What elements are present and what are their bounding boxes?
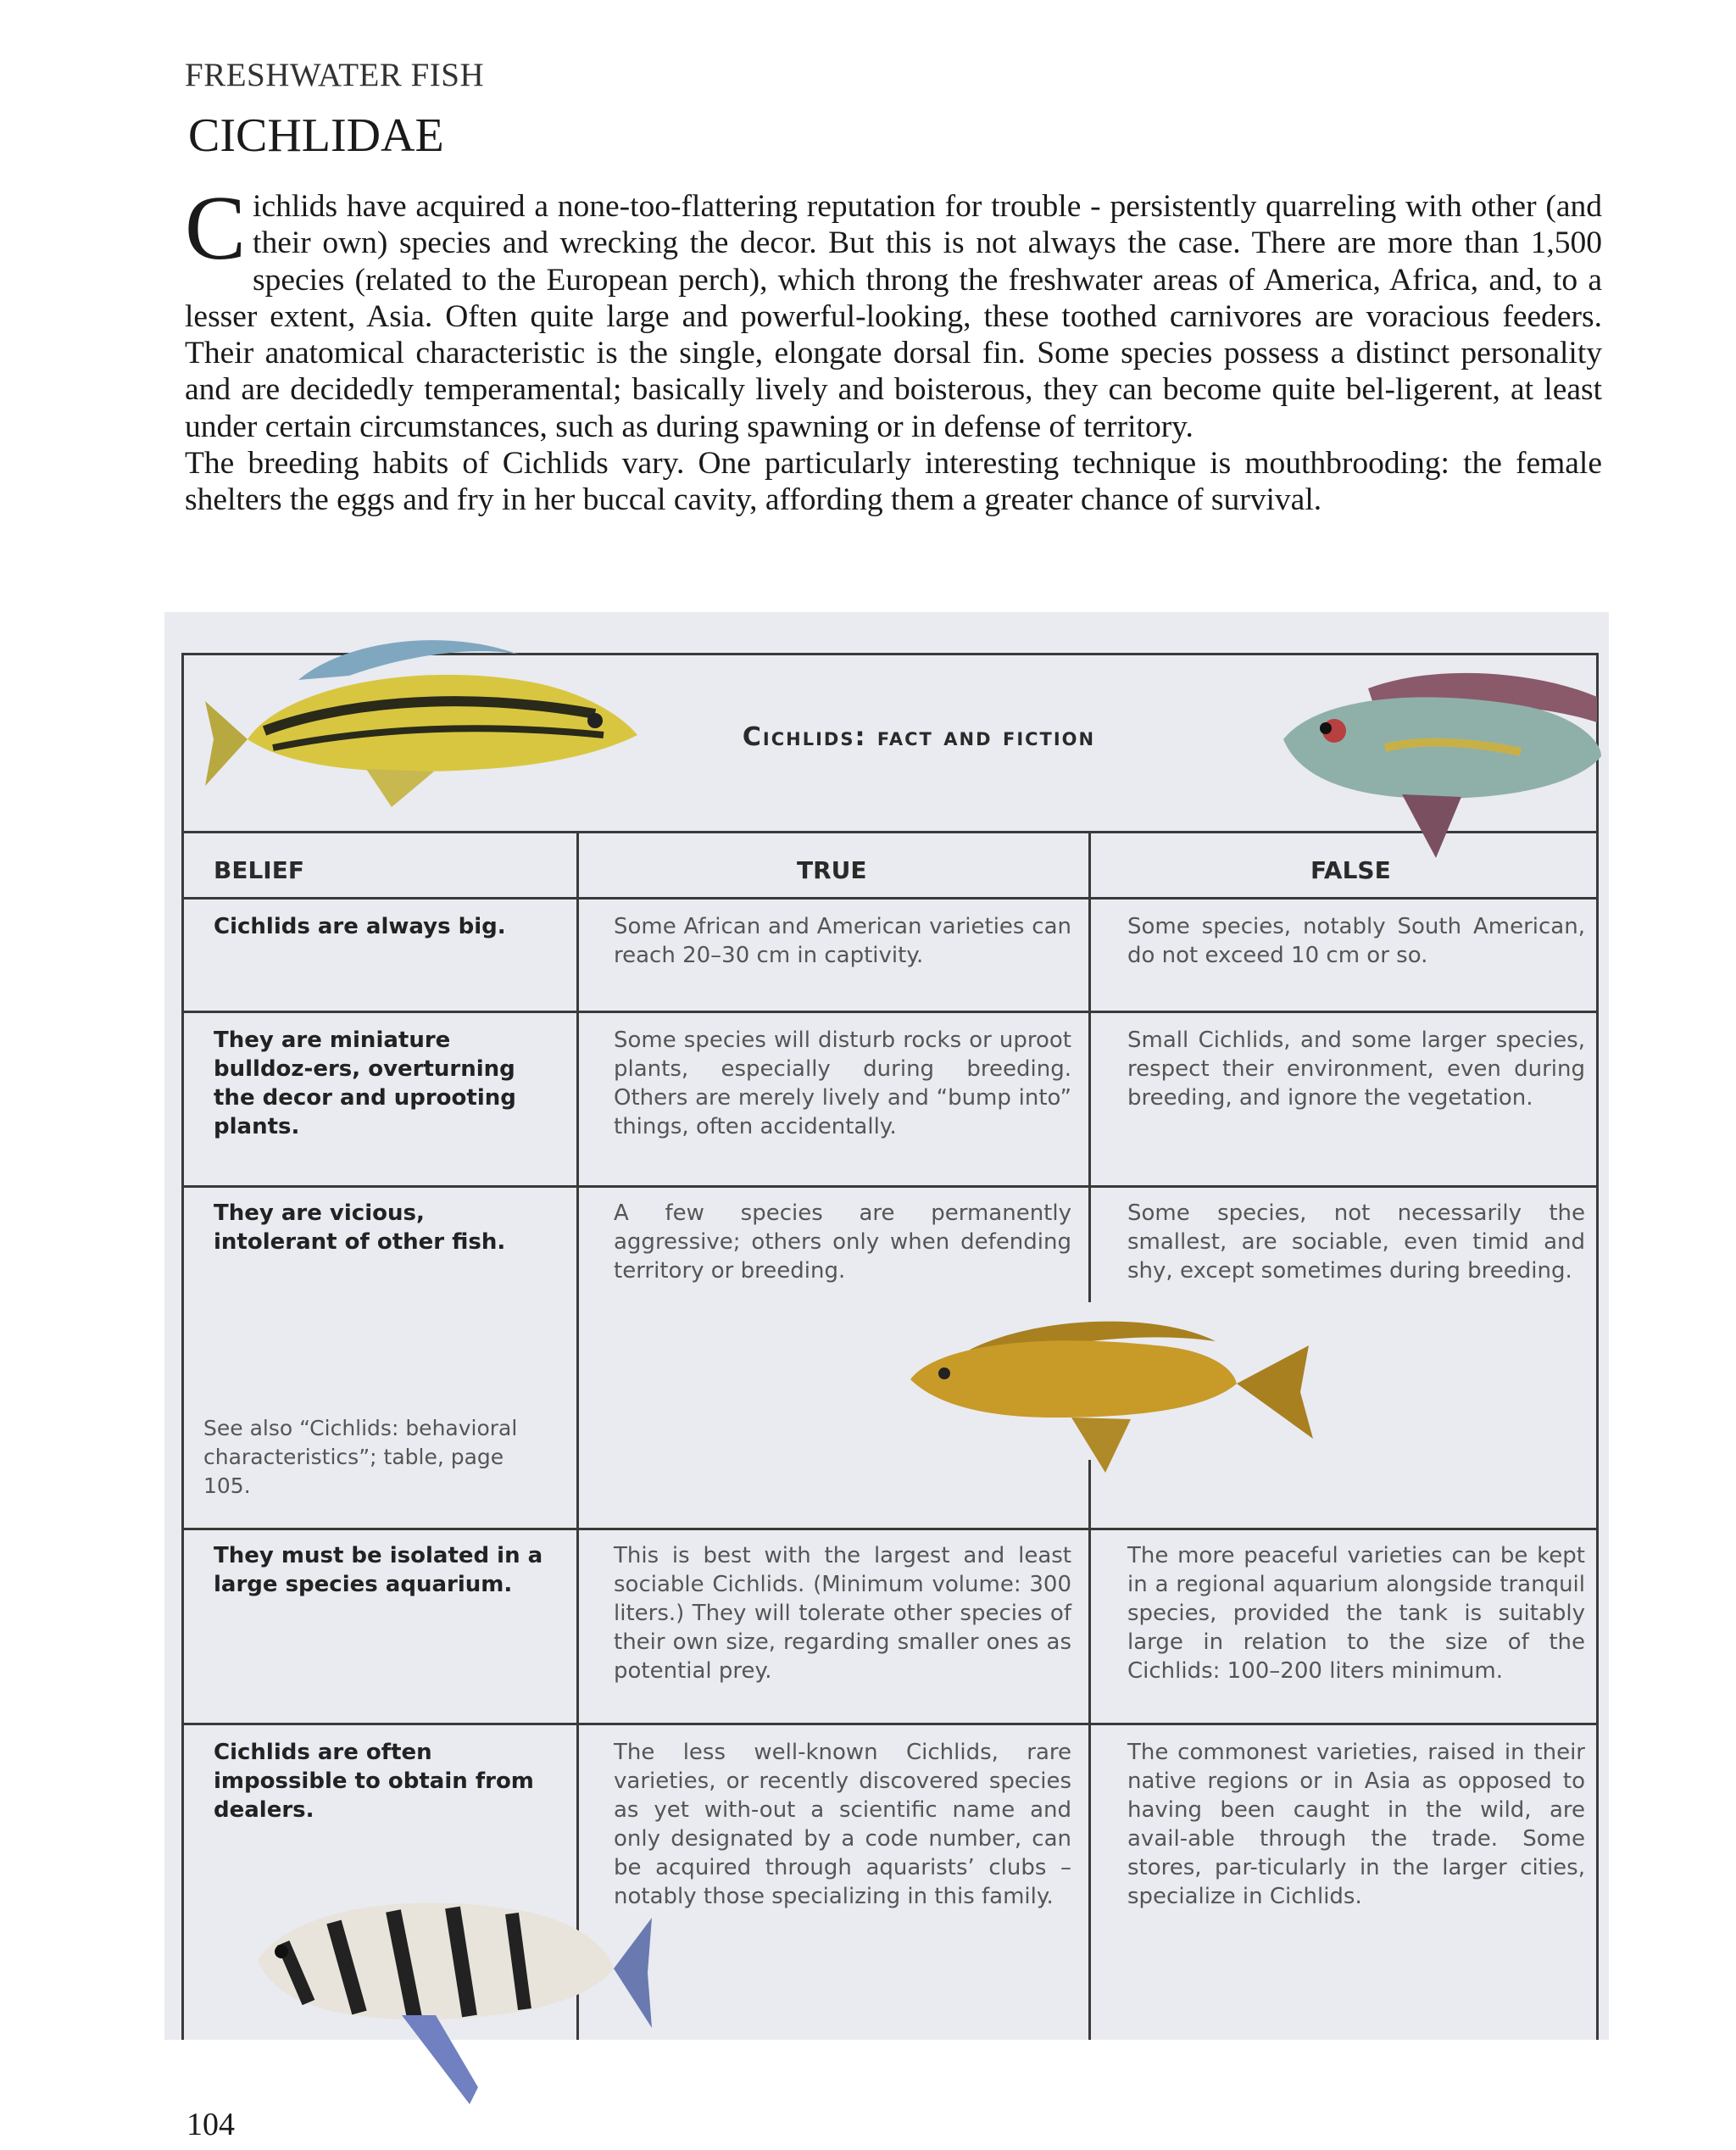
row-4-false: The more peaceful varieties can be kept in a regional aquarium alongside tranquil species, provided the tank is suitably large in relation to the size of the Cichlids: 100–200 liters minimum. (1127, 1543, 1585, 1684)
fact-fiction-panel (164, 612, 1609, 2040)
row-5-false: The commonest varieties, raised in their native regions or in Asia as opposed to having been caught in the wild, are avail-able through the trade. Some stores, par-ticularly in the larger cities, specialize in Cichlids. (1127, 1740, 1585, 1909)
rule-row-1 (181, 1011, 1599, 1013)
table-title: Cichlids: fact and fiction (742, 722, 1096, 752)
page-number: 104 (186, 2107, 235, 2142)
row-1-true: Some African and American varieties can reach 20–30 cm in captivity. (614, 914, 1071, 968)
striped-yellow-cichlid-illustration (197, 629, 654, 824)
intro-paragraph-1: ichlids have acquired a none-too-flattering reputation for trouble - persistently quarreling with other (and their own) species and wrecking the decor. But this is not always the case. There are more than 1,500 species (related to the European perch), which throng the freshwater areas of America, Africa, and, to a lesser extent, Asia. Often quite large and powerful-looking, these toothed carnivores are voracious feeders. Their anatomical characteristic is the single, elongate dorsal fin. Some species possess a distinct personality and are decidedly temperamental; basically lively and boisterous, they can become quite bel-ligerent, at least under certain circumstances, such as during spawning or in defense of territory. (185, 189, 1602, 444)
row-1-false: Some species, notably South American, do not exceed 10 cm or so. (1127, 914, 1585, 968)
column-divider-2a (1088, 831, 1091, 1302)
banded-julidochromis-illustration (232, 1833, 656, 2113)
row-5-belief: Cichlids are often impossible to obtain from dealers. (214, 1740, 534, 1823)
row-2-belief: They are miniature bulldoz-ers, overturning the decor and uprooting plants. (214, 1028, 516, 1139)
drop-cap: C (185, 178, 247, 279)
row-2-false: Small Cichlids, and some larger species, respect their environment, even during breeding, and ignore the vegetation. (1127, 1028, 1585, 1111)
see-also-note: See also “Cichlids: behavioral characteristics”; table, page 105. (203, 1416, 518, 1498)
rule-row-2 (181, 1185, 1599, 1188)
page-title: CICHLIDAE (188, 109, 444, 162)
rule-row-4 (181, 1723, 1599, 1725)
row-3-false: Some species, not necessarily the smallest, are sociable, even timid and shy, except sometimes during breeding. (1127, 1200, 1585, 1284)
row-4-belief: They must be isolated in a large species aquarium. (214, 1543, 543, 1597)
row-1-belief: Cichlids are always big. (214, 914, 506, 939)
rule-row-3 (181, 1528, 1599, 1530)
row-2-true: Some species will disturb rocks or uproot plants, especially during breeding. Others are merely lively and “bump into” things, often accidentally. (614, 1028, 1071, 1139)
row-5-true: The less well-known Cichlids, rare varieties, or recently discovered species as yet with-out a scientific name and only designated by a code number, can be acquired through aquarists’ clubs – notably those specializing in this family. (614, 1740, 1071, 1909)
header-true: TRUE (797, 856, 867, 884)
row-3-true: A few species are permanently aggressive; others only when defending territory or breeding. (614, 1200, 1071, 1284)
header-belief: BELIEF (214, 856, 304, 884)
rule-under-headers (181, 897, 1599, 900)
spotted-blue-cichlid-illustration (1266, 646, 1605, 866)
column-divider-2b (1088, 1460, 1091, 2040)
intro-paragraph-2: The breeding habits of Cichlids vary. One particularly interesting technique is mouthbrooding: the female shelters the eggs and fry in her buccal cavity, affording them a greater chance of survival. (185, 446, 1602, 518)
intro-text (185, 178, 1602, 519)
golden-cichlid-illustration (902, 1299, 1317, 1485)
row-4-true: This is best with the largest and least sociable Cichlids. (Minimum volume: 300 liters.) They will tolerate other species of their own size, regarding smaller ones as potential prey. (614, 1543, 1071, 1684)
header-false: FALSE (1310, 856, 1391, 884)
row-3-belief: They are vicious, intolerant of other fish. (214, 1200, 506, 1255)
section-label: FRESHWATER FISH (185, 57, 485, 93)
